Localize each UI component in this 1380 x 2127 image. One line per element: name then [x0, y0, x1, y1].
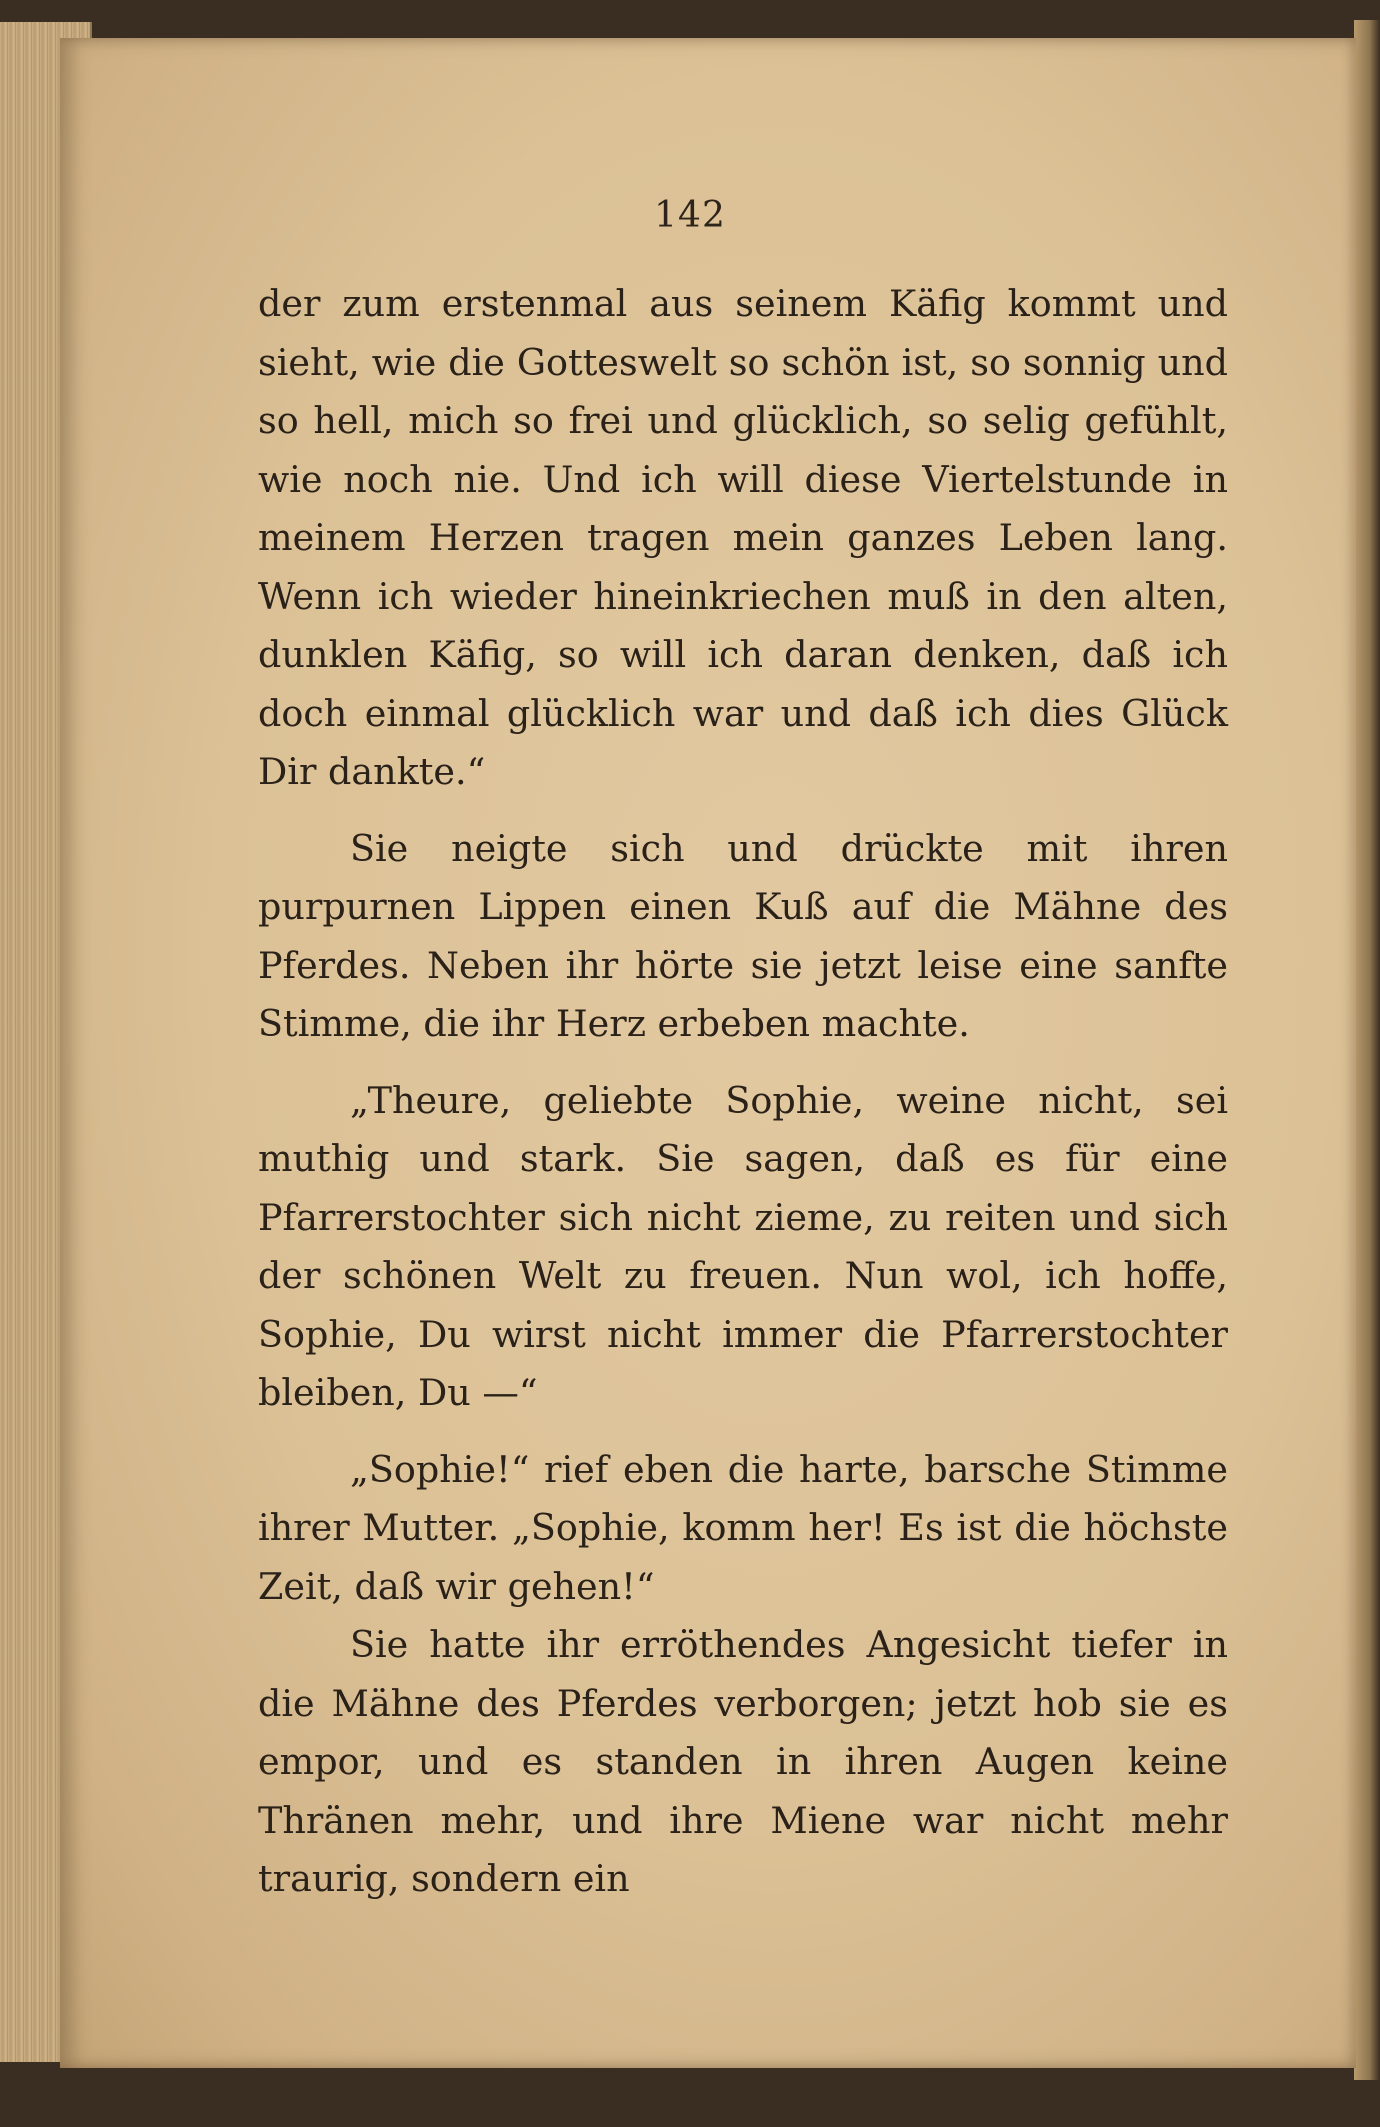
page-number: 142: [654, 195, 726, 236]
paragraph-5: Sie hatte ihr erröthendes Angesicht tiefer in die Mähne des Pferdes verborgen; jetzt hob sie es empor, und es standen in ihren Augen keine Thränen mehr, und ihre Miene war nicht mehr traurig, sondern ein: [258, 1623, 1228, 1900]
right-page-edge: [1354, 20, 1380, 2080]
paragraph-3: „Theure, geliebte Sophie, weine nicht, sei muthig und stark. Sie sagen, daß es für eine Pfarrerstochter sich nicht zieme, zu reiten und sich der schönen Welt zu freuen. Nun wol, ich hoffe, Sophie, Du wirst nicht immer die Pfarrerstochter bleiben, Du —“: [258, 1078, 1228, 1414]
paragraph-4: „Sophie!“ rief eben die harte, barsche Stimme ihrer Mutter. „Sophie, komm her! Es ist die höchste Zeit, daß wir gehen!“: [258, 1447, 1228, 1608]
paragraph-2: Sie neigte sich und drückte mit ihren purpurnen Lippen einen Kuß auf die Mähne des Pferdes. Neben ihr hörte sie jetzt leise eine sanfte Stimme, die ihr Herz erbeben machte.: [258, 826, 1228, 1045]
body-text: [258, 275, 1228, 1909]
paragraph-1: der zum erstenmal aus seinem Käfig kommt und sieht, wie die Gotteswelt so schön ist, so sonnig und so hell, mich so frei und glücklich, so selig gefühlt, wie noch nie. Und ich will diese Viertelstunde in meinem Herzen tragen mein ganzes Leben lang. Wenn ich wieder hineinkriechen muß in den alten, dunklen Käfig, so will ich daran denken, daß ich doch einmal glücklich war und daß ich dies Glück Dir dankte.“: [258, 282, 1228, 793]
